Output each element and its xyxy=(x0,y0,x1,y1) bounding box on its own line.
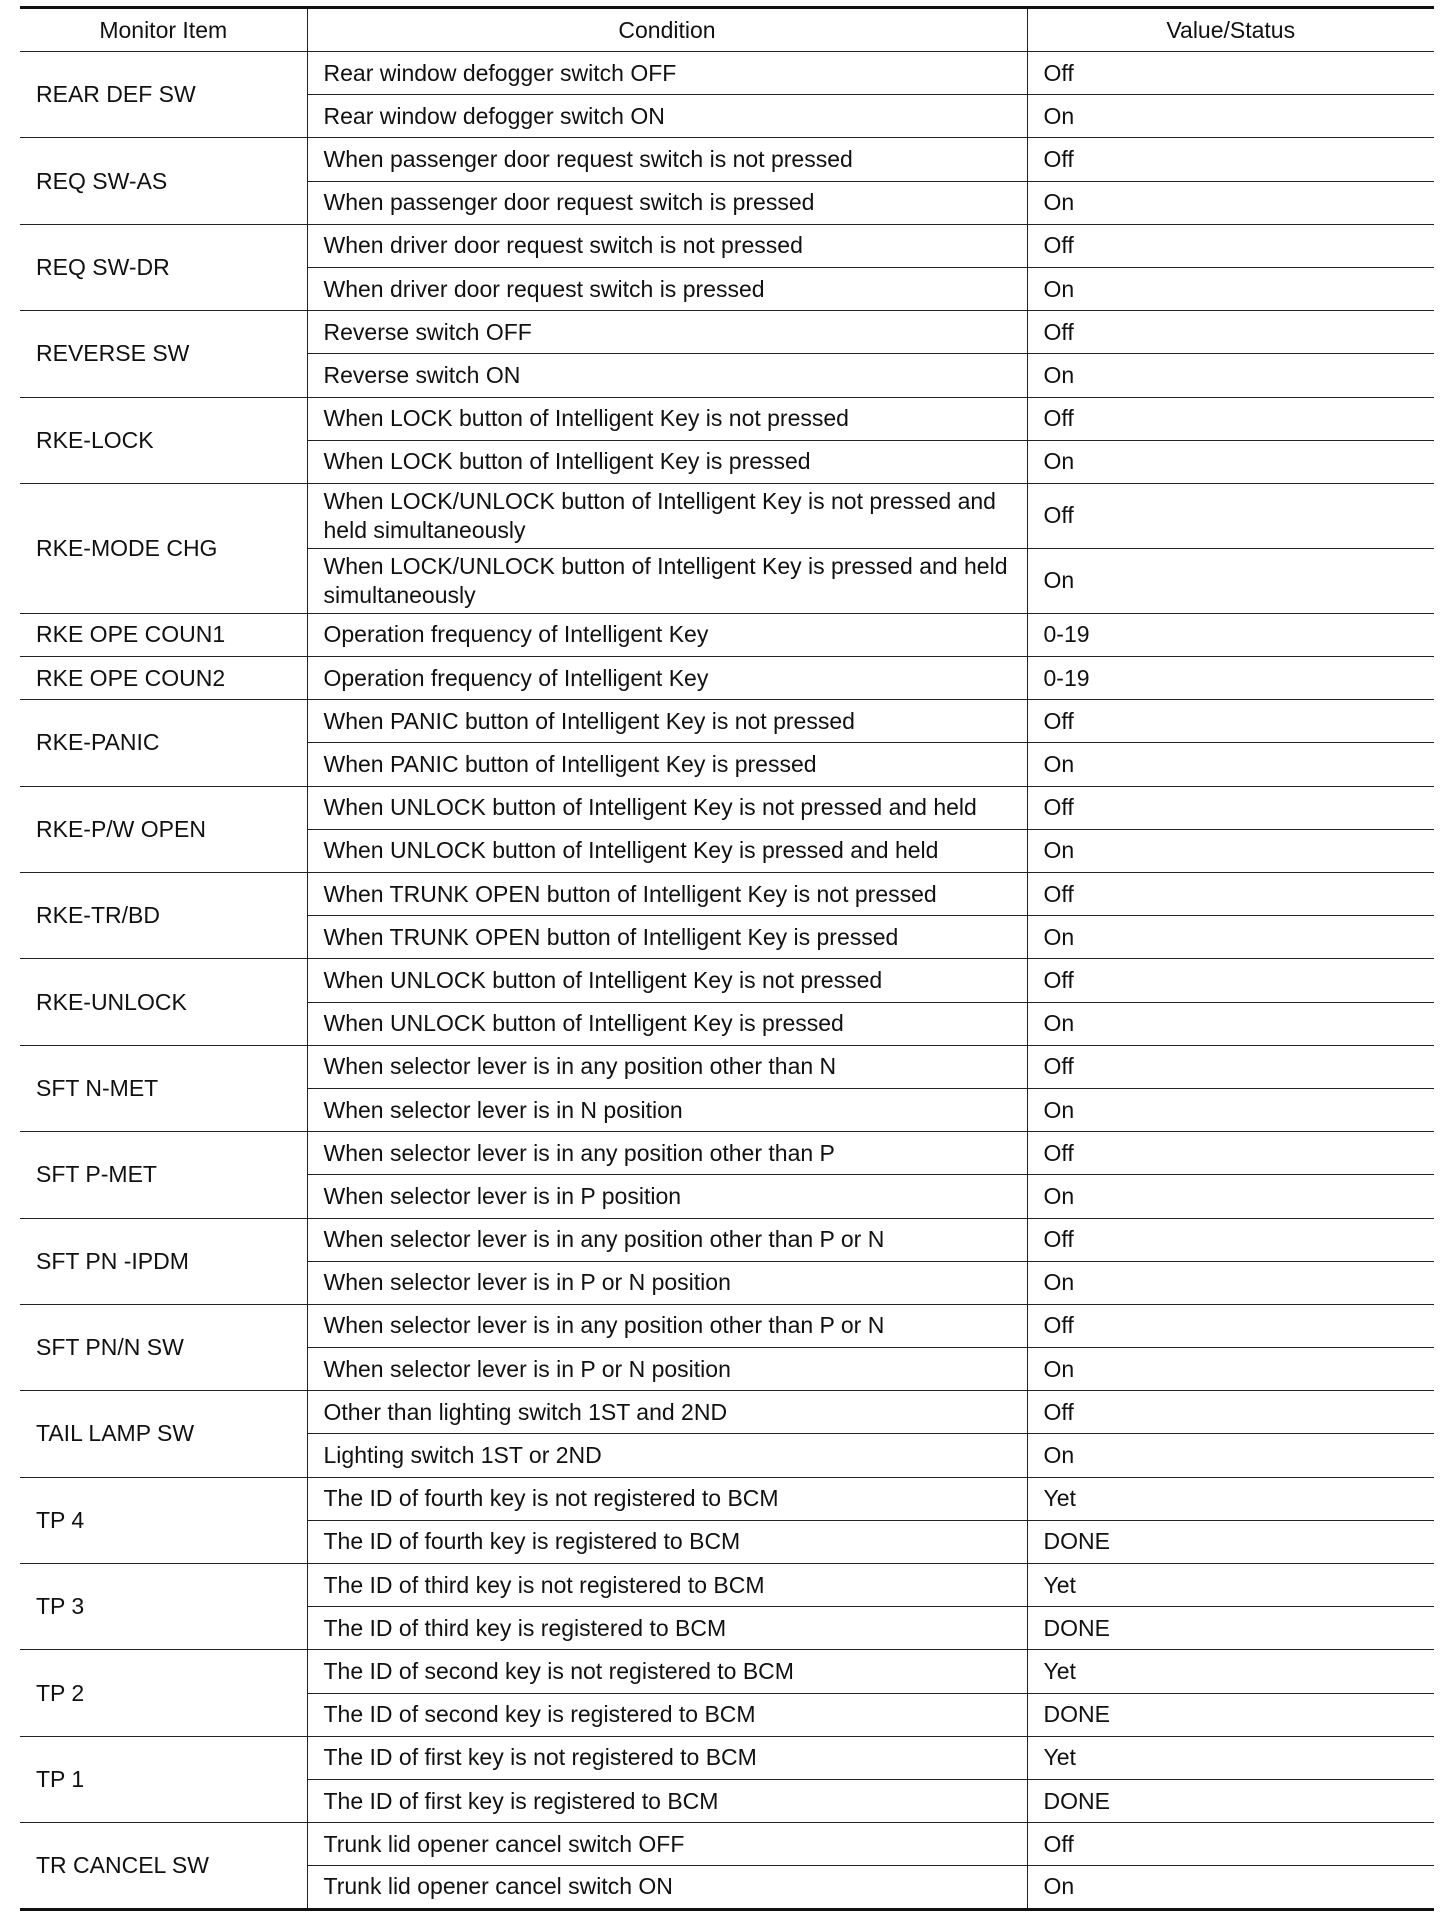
condition-cell: When selector lever is in any position other than N xyxy=(307,1045,1027,1088)
value-status-cell: On xyxy=(1027,829,1434,872)
value-status-cell: Off xyxy=(1027,1391,1434,1434)
value-status-cell: On xyxy=(1027,440,1434,483)
value-status-cell: Off xyxy=(1027,959,1434,1002)
table-row xyxy=(20,700,1434,743)
value-status-cell: Off xyxy=(1027,1823,1434,1866)
value-status-cell: On xyxy=(1027,548,1434,613)
value-status-cell: On xyxy=(1027,1088,1434,1131)
table-body xyxy=(20,52,1434,1910)
monitor-item-cell: RKE OPE COUN1 xyxy=(20,613,307,656)
monitor-item-cell: RKE-P/W OPEN xyxy=(20,786,307,872)
condition-cell: When selector lever is in P or N position xyxy=(307,1348,1027,1391)
value-status-cell: Off xyxy=(1027,1218,1434,1261)
value-status-cell: On xyxy=(1027,1434,1434,1477)
monitor-item-cell: RKE-TR/BD xyxy=(20,873,307,959)
table-row xyxy=(20,1218,1434,1261)
monitor-item-cell: REQ SW-DR xyxy=(20,224,307,310)
header-row xyxy=(20,8,1434,52)
monitor-item-cell: SFT N-MET xyxy=(20,1045,307,1131)
condition-cell: The ID of second key is not registered to BCM xyxy=(307,1650,1027,1693)
condition-cell: When UNLOCK button of Intelligent Key is not pressed xyxy=(307,959,1027,1002)
condition-cell: When UNLOCK button of Intelligent Key is pressed xyxy=(307,1002,1027,1045)
monitor-item-cell: TP 3 xyxy=(20,1564,307,1650)
value-status-cell: On xyxy=(1027,1002,1434,1045)
value-status-cell: On xyxy=(1027,354,1434,397)
value-status-cell: Off xyxy=(1027,483,1434,548)
value-status-cell: Off xyxy=(1027,1304,1434,1347)
monitor-item-cell: RKE-LOCK xyxy=(20,397,307,483)
monitor-item-cell: TP 4 xyxy=(20,1477,307,1563)
condition-cell: When LOCK/UNLOCK button of Intelligent Key is pressed and held simultaneously xyxy=(307,548,1027,613)
condition-cell: When PANIC button of Intelligent Key is not pressed xyxy=(307,700,1027,743)
table-row xyxy=(20,1391,1434,1434)
monitor-item-cell: REQ SW-AS xyxy=(20,138,307,224)
condition-cell: The ID of first key is registered to BCM xyxy=(307,1779,1027,1822)
condition-cell: The ID of third key is registered to BCM xyxy=(307,1607,1027,1650)
value-status-cell: Off xyxy=(1027,873,1434,916)
monitor-item-sheet xyxy=(20,6,1434,1911)
table-row xyxy=(20,786,1434,829)
table-row xyxy=(20,873,1434,916)
value-status-cell: On xyxy=(1027,267,1434,310)
table-row xyxy=(20,613,1434,656)
monitor-item-cell: SFT PN/N SW xyxy=(20,1304,307,1390)
header-condition: Condition xyxy=(307,8,1027,52)
value-status-cell: Off xyxy=(1027,1045,1434,1088)
monitor-item-cell: SFT PN -IPDM xyxy=(20,1218,307,1304)
value-status-cell: 0-19 xyxy=(1027,657,1434,700)
monitor-item-cell: RKE-PANIC xyxy=(20,700,307,786)
condition-cell: Reverse switch ON xyxy=(307,354,1027,397)
value-status-cell: On xyxy=(1027,1175,1434,1218)
table-row xyxy=(20,397,1434,440)
condition-cell: Trunk lid opener cancel switch OFF xyxy=(307,1823,1027,1866)
table-row xyxy=(20,1736,1434,1779)
monitor-item-cell: RKE-MODE CHG xyxy=(20,483,307,613)
value-status-cell: On xyxy=(1027,181,1434,224)
monitor-item-table xyxy=(20,6,1434,1911)
value-status-cell: On xyxy=(1027,95,1434,138)
table-row xyxy=(20,138,1434,181)
table-row xyxy=(20,1132,1434,1175)
condition-cell: When UNLOCK button of Intelligent Key is not pressed and held xyxy=(307,786,1027,829)
value-status-cell: On xyxy=(1027,1261,1434,1304)
value-status-cell: DONE xyxy=(1027,1779,1434,1822)
monitor-item-cell: TR CANCEL SW xyxy=(20,1823,307,1909)
condition-cell: When selector lever is in P or N position xyxy=(307,1261,1027,1304)
value-status-cell: Off xyxy=(1027,397,1434,440)
condition-cell: The ID of first key is not registered to BCM xyxy=(307,1736,1027,1779)
table-row xyxy=(20,1477,1434,1520)
header-monitor-item: Monitor Item xyxy=(20,8,307,52)
value-status-cell: Yet xyxy=(1027,1477,1434,1520)
value-status-cell: Off xyxy=(1027,1132,1434,1175)
condition-cell: When driver door request switch is pressed xyxy=(307,267,1027,310)
condition-cell: When driver door request switch is not pressed xyxy=(307,224,1027,267)
value-status-cell: On xyxy=(1027,916,1434,959)
condition-cell: When selector lever is in N position xyxy=(307,1088,1027,1131)
table-row xyxy=(20,959,1434,1002)
condition-cell: When LOCK button of Intelligent Key is not pressed xyxy=(307,397,1027,440)
monitor-item-cell: RKE OPE COUN2 xyxy=(20,657,307,700)
value-status-cell: DONE xyxy=(1027,1520,1434,1563)
value-status-cell: Off xyxy=(1027,224,1434,267)
table-row xyxy=(20,1650,1434,1693)
condition-cell: Operation frequency of Intelligent Key xyxy=(307,657,1027,700)
condition-cell: Lighting switch 1ST or 2ND xyxy=(307,1434,1027,1477)
condition-cell: When TRUNK OPEN button of Intelligent Key is not pressed xyxy=(307,873,1027,916)
value-status-cell: Off xyxy=(1027,700,1434,743)
condition-cell: When selector lever is in P position xyxy=(307,1175,1027,1218)
value-status-cell: Off xyxy=(1027,138,1434,181)
value-status-cell: Off xyxy=(1027,311,1434,354)
condition-cell: When selector lever is in any position other than P or N xyxy=(307,1304,1027,1347)
condition-cell: The ID of fourth key is not registered to BCM xyxy=(307,1477,1027,1520)
condition-cell: When TRUNK OPEN button of Intelligent Key is pressed xyxy=(307,916,1027,959)
monitor-item-cell: REAR DEF SW xyxy=(20,52,307,138)
monitor-item-cell: SFT P-MET xyxy=(20,1132,307,1218)
condition-cell: When UNLOCK button of Intelligent Key is pressed and held xyxy=(307,829,1027,872)
condition-cell: Rear window defogger switch ON xyxy=(307,95,1027,138)
table-row xyxy=(20,52,1434,95)
table-row xyxy=(20,1823,1434,1866)
condition-cell: Other than lighting switch 1ST and 2ND xyxy=(307,1391,1027,1434)
monitor-item-cell: TP 1 xyxy=(20,1736,307,1822)
value-status-cell: 0-19 xyxy=(1027,613,1434,656)
value-status-cell: Off xyxy=(1027,786,1434,829)
condition-cell: When passenger door request switch is not pressed xyxy=(307,138,1027,181)
table-row xyxy=(20,483,1434,548)
value-status-cell: Yet xyxy=(1027,1564,1434,1607)
condition-cell: Rear window defogger switch OFF xyxy=(307,52,1027,95)
header-value-status: Value/Status xyxy=(1027,8,1434,52)
condition-cell: When LOCK/UNLOCK button of Intelligent Key is not pressed and held simultaneously xyxy=(307,483,1027,548)
condition-cell: When selector lever is in any position other than P xyxy=(307,1132,1027,1175)
condition-cell: The ID of second key is registered to BCM xyxy=(307,1693,1027,1736)
table-row xyxy=(20,311,1434,354)
value-status-cell: On xyxy=(1027,743,1434,786)
value-status-cell: Yet xyxy=(1027,1650,1434,1693)
table-row xyxy=(20,1304,1434,1347)
value-status-cell: On xyxy=(1027,1866,1434,1909)
monitor-item-cell: REVERSE SW xyxy=(20,311,307,397)
condition-cell: Trunk lid opener cancel switch ON xyxy=(307,1866,1027,1909)
value-status-cell: On xyxy=(1027,1348,1434,1391)
table-row xyxy=(20,224,1434,267)
monitor-item-cell: TAIL LAMP SW xyxy=(20,1391,307,1477)
table-row xyxy=(20,1045,1434,1088)
value-status-cell: DONE xyxy=(1027,1607,1434,1650)
condition-cell: When LOCK button of Intelligent Key is pressed xyxy=(307,440,1027,483)
value-status-cell: DONE xyxy=(1027,1693,1434,1736)
monitor-item-cell: RKE-UNLOCK xyxy=(20,959,307,1045)
condition-cell: When PANIC button of Intelligent Key is pressed xyxy=(307,743,1027,786)
condition-cell: Operation frequency of Intelligent Key xyxy=(307,613,1027,656)
table-row xyxy=(20,1564,1434,1607)
condition-cell: The ID of third key is not registered to BCM xyxy=(307,1564,1027,1607)
monitor-item-cell: TP 2 xyxy=(20,1650,307,1736)
condition-cell: Reverse switch OFF xyxy=(307,311,1027,354)
value-status-cell: Yet xyxy=(1027,1736,1434,1779)
value-status-cell: Off xyxy=(1027,52,1434,95)
condition-cell: When selector lever is in any position other than P or N xyxy=(307,1218,1027,1261)
table-row xyxy=(20,657,1434,700)
condition-cell: The ID of fourth key is registered to BCM xyxy=(307,1520,1027,1563)
condition-cell: When passenger door request switch is pressed xyxy=(307,181,1027,224)
